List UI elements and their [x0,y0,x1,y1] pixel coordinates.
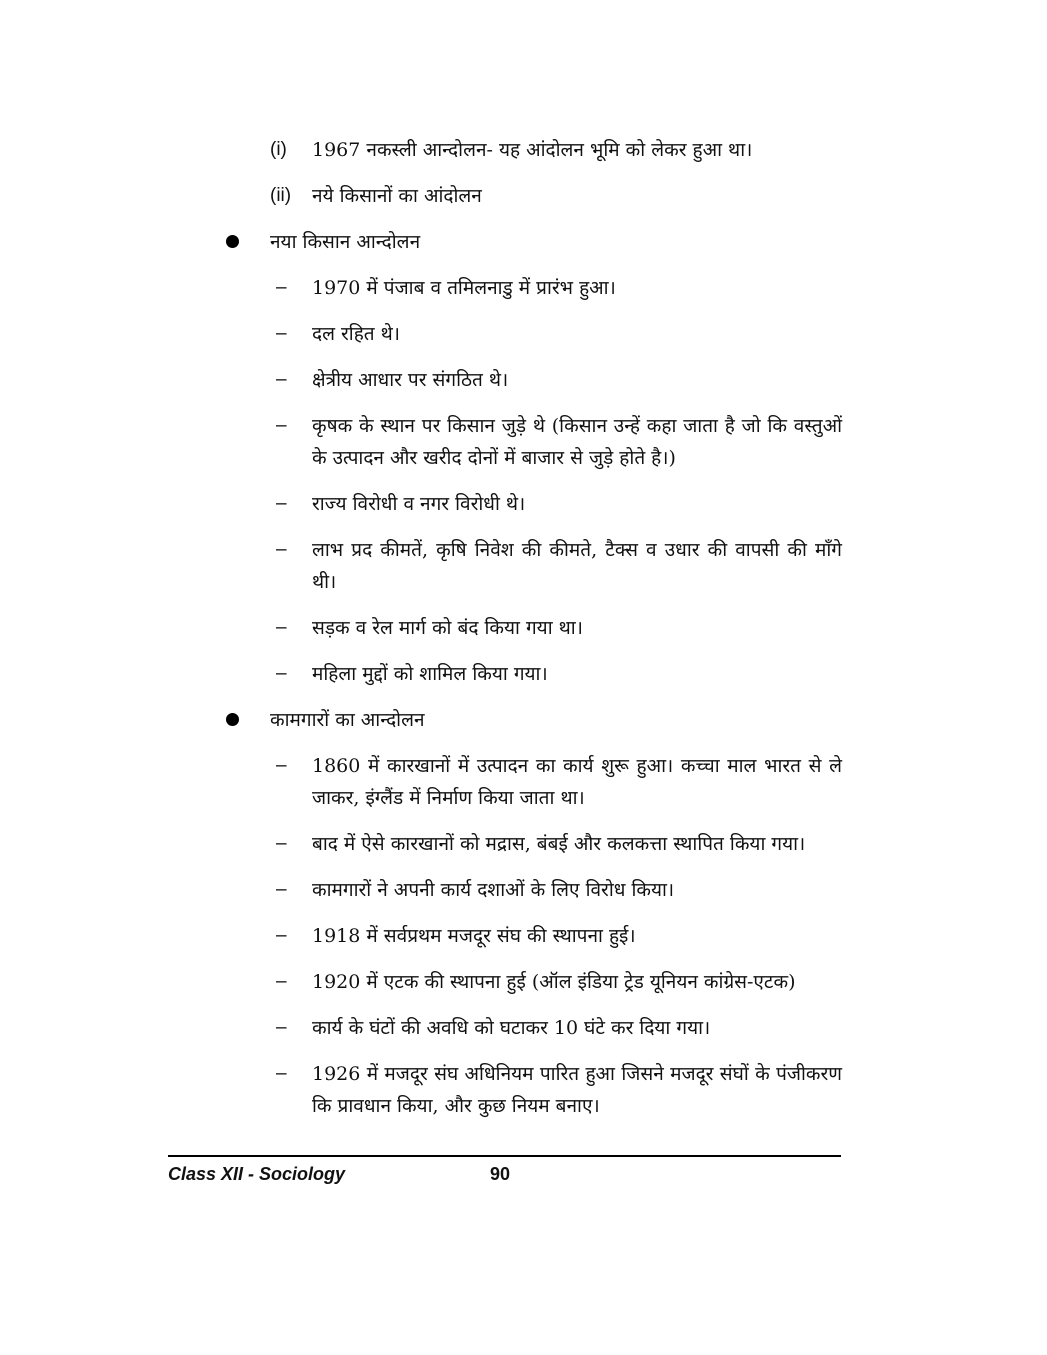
list-item-text: 1926 में मजदूर संघ अधिनियम पारित हुआ जिसने मजदूर संघों के पंजीकरण कि प्रावधान किया, और कुछ नियम बनाए। [312,1063,842,1117]
dash-marker: – [276,833,287,854]
list-item [222,966,842,998]
dash-marker: – [276,539,287,560]
section-heading-text: कामगारों का आन्दोलन [270,709,425,731]
footer-course-title: Class XII - Sociology [168,1164,346,1184]
section-new-farmers-movement [222,226,842,690]
roman-item-text: नये किसानों का आंदोलन [312,185,482,207]
footer-divider [168,1155,841,1157]
list-item-text: कृषक के स्थान पर किसान जुड़े थे (किसान उन्हें कहा जाता है जो कि वस्तुओं के उत्पादन और खरीद दोनों में बाजार से जुड़े होते है।) [312,415,842,469]
dash-marker: – [276,415,287,436]
list-item-text: महिला मुद्दों को शामिल किया गया। [312,663,548,685]
list-item-text: कामगारों ने अपनी कार्य दशाओं के लिए विरोध किया। [312,879,675,901]
list-item [222,272,842,304]
dash-marker: – [276,925,287,946]
list-item-text: कार्य के घंटों की अवधि को घटाकर 10 घंटे कर दिया गया। [312,1017,711,1039]
list-item [222,920,842,952]
dash-marker: – [276,369,287,390]
list-item-text: लाभ प्रद कीमतें, कृषि निवेश की कीमते, टैक्स व उधार की वापसी की माँगे थी। [312,539,842,593]
dash-marker: – [276,663,287,684]
roman-list-item [222,134,842,166]
list-item [222,658,842,690]
list-item-text: 1918 में सर्वप्रथम मजदूर संघ की स्थापना हुई। [312,925,636,947]
bullet-icon [226,235,239,248]
section-heading [222,226,842,258]
list-item-text: 1920 में एटक की स्थापना हुई (ऑल इंडिया ट्रेड यूनियन कांग्रेस-एटक) [312,971,796,993]
list-item [222,364,842,396]
dash-marker: – [276,493,287,514]
list-item [222,488,842,520]
dash-marker: – [276,1063,287,1084]
list-item [222,410,842,474]
list-item [222,612,842,644]
list-item [222,1058,842,1122]
list-item [222,828,842,860]
bullet-icon [226,713,239,726]
list-item-text: 1970 में पंजाब व तमिलनाडु में प्रारंभ हुआ। [312,277,616,299]
list-item-text: राज्य विरोधी व नगर विरोधी थे। [312,493,526,515]
dash-marker: – [276,971,287,992]
dash-marker: – [276,755,287,776]
section-heading [222,704,842,736]
list-item-text: क्षेत्रीय आधार पर संगठित थे। [312,369,509,391]
dash-marker: – [276,879,287,900]
list-item [222,534,842,598]
page-number: 90 [490,1164,511,1184]
dash-marker: – [276,1017,287,1038]
list-item [222,750,842,814]
list-item [222,1012,842,1044]
dash-marker: – [276,323,287,344]
list-item-text: 1860 में कारखानों में उत्पादन का कार्य शुरू हुआ। कच्चा माल भारत से ले जाकर, इंग्लैंड में निर्माण किया जाता था। [312,755,842,809]
list-item-text: सड़क व रेल मार्ग को बंद किया गया था। [312,617,583,639]
section-heading-text: नया किसान आन्दोलन [270,231,421,253]
list-item-text: दल रहित थे। [312,323,401,345]
roman-list-item [222,180,842,212]
roman-item-text: 1967 नकस्ली आन्दोलन- यह आंदोलन भूमि को लेकर हुआ था। [312,139,753,161]
dash-marker: – [276,617,287,638]
section-workers-movement [222,704,842,1122]
list-item-text: बाद में ऐसे कारखानों को मद्रास, बंबई और कलकत्ता स्थापित किया गया। [312,833,806,855]
dash-marker: – [276,277,287,298]
page-content [222,134,842,1136]
roman-marker: (i) [270,139,287,160]
list-item [222,318,842,350]
list-item [222,874,842,906]
roman-marker: (ii) [270,185,292,206]
